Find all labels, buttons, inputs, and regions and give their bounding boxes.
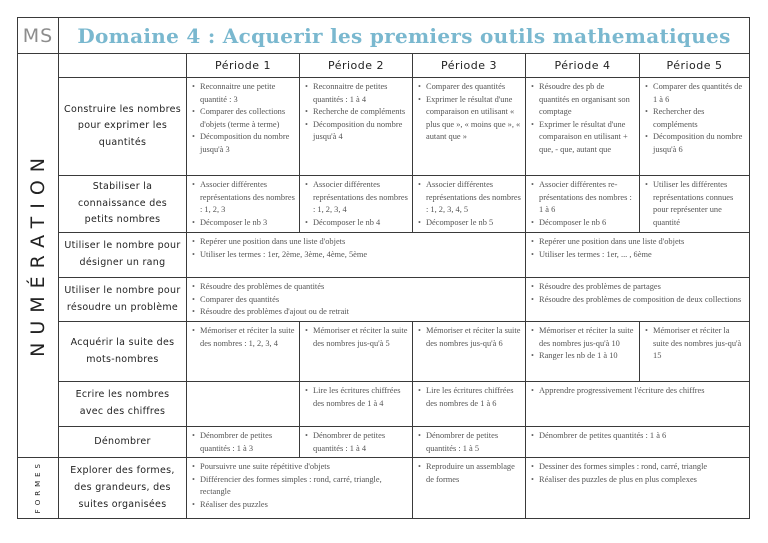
- bullet-list: [413, 458, 525, 488]
- bullet-list: [640, 322, 749, 365]
- bullet-list: [526, 458, 749, 488]
- bullet-item: • Associer différentes représentations des nombres : 1, 2, 3: [192, 179, 295, 217]
- bullet-item: • Reconnaitre une petite quantité : 3: [192, 81, 295, 106]
- cell: [413, 176, 526, 233]
- cell: [413, 458, 526, 519]
- cell: [526, 233, 750, 278]
- cell: [526, 78, 640, 176]
- bullet-list: [526, 278, 749, 308]
- bullet-list: [187, 458, 412, 513]
- section-numeration: [18, 54, 59, 458]
- bullet-item: • Mémoriser et réciter la suite des nombres jus-qu'à 10: [531, 325, 635, 350]
- planning-sheet: [17, 17, 750, 519]
- cell: [413, 427, 526, 458]
- cell: [187, 233, 526, 278]
- bullet-item: • Exprimer le résultat d'une comparaison en utilisant + que, - que, autant que: [531, 119, 635, 157]
- bullet-item: • Associer différentes représentations des nombres : 1, 2, 3, 4, 5: [418, 179, 521, 217]
- cell: [300, 176, 413, 233]
- bullet-list: [413, 382, 525, 412]
- bullet-list: [187, 382, 299, 387]
- cell: [187, 458, 413, 519]
- cell: [187, 176, 300, 233]
- cell: [187, 278, 526, 322]
- section-formes: [18, 458, 59, 519]
- bullet-item: • Dénombrer de petites quantités : 1 à 4: [305, 430, 408, 455]
- bullet-item: • Décomposer le nb 6: [531, 217, 635, 230]
- bullet-item: • Exprimer le résultat d'une comparaison en utilisant « plus que », « moins que », « autant que »: [418, 94, 521, 144]
- logo: MS: [18, 18, 59, 54]
- bullet-list: [526, 427, 749, 445]
- header-empty-cell: [59, 54, 187, 78]
- bullet-item: • Résoudre des problèmes de composition de deux collections: [531, 294, 745, 307]
- bullet-item: • Résoudre des problèmes de partages: [531, 281, 745, 294]
- bullet-item: • Reconnaitre de petites quantités : 1 à 4: [305, 81, 408, 106]
- bullet-item: • Comparer des quantités: [418, 81, 521, 94]
- bullet-list: [526, 176, 639, 231]
- bullet-item: • Utiliser les termes : 1er, 2ème, 3ème, 4ème, 5ème: [192, 249, 521, 262]
- cell: [413, 78, 526, 176]
- bullet-list: [640, 78, 749, 159]
- bullet-item: • Reproduire un assemblage de formes: [418, 461, 521, 486]
- cell: [413, 382, 526, 427]
- cell: [526, 176, 640, 233]
- bullet-item: • Dénombrer de petites quantités : 1 à 5: [418, 430, 521, 455]
- section-formes-label: FORMES: [34, 459, 42, 513]
- bullet-list: [526, 382, 749, 400]
- cell: [526, 427, 750, 458]
- cell: [640, 322, 750, 382]
- bullet-item: • Apprendre progressivement l'écriture des chiffres: [531, 385, 745, 398]
- cell: [300, 322, 413, 382]
- bullet-list: [300, 382, 412, 412]
- row-label: Utiliser le nombre pour désigner un rang: [59, 233, 187, 278]
- bullet-list: [413, 322, 525, 352]
- bullet-item: • Différencier des formes simples : rond, carré, triangle, rectangle: [192, 474, 408, 499]
- cell: [187, 427, 300, 458]
- bullet-item: • Lire les écritures chiffrées des nombres de 1 à 6: [418, 385, 521, 410]
- bullet-item: • Décomposer le nb 5: [418, 217, 521, 230]
- bullet-item: • Comparer des quantités: [192, 294, 521, 307]
- period-4-header: Période 4: [526, 54, 640, 78]
- bullet-list: [187, 233, 525, 263]
- bullet-item: • Comparer des collections d'objets (terme à terme): [192, 106, 295, 131]
- bullet-item: • Dénombrer de petites quantités : 1 à 3: [192, 430, 295, 455]
- bullet-item: • Repérer une position dans une liste d'objets: [531, 236, 745, 249]
- period-1-header: Période 1: [187, 54, 300, 78]
- bullet-item: • Mémoriser et réciter la suite des nombres jus-qu'à 15: [645, 325, 745, 363]
- bullet-list: [413, 78, 525, 146]
- cell: [413, 322, 526, 382]
- bullet-item: • Résoudre des pb de quantités en organisant son comptage: [531, 81, 635, 119]
- bullet-item: • Décomposition du nombre jusqu'à 3: [192, 131, 295, 156]
- section-numeration-label: NUMÉRATION: [27, 150, 49, 358]
- bullet-list: [413, 176, 525, 231]
- bullet-list: [526, 233, 749, 263]
- planning-table: [17, 17, 750, 519]
- bullet-item: • Dénombrer de petites quantités : 1 à 6: [531, 430, 745, 443]
- cell: [640, 176, 750, 233]
- bullet-list: [526, 322, 639, 365]
- bullet-list: [187, 427, 299, 457]
- bullet-item: • Réaliser des puzzles de plus en plus complexes: [531, 474, 745, 487]
- row-label: Utiliser le nombre pour résoudre un problème: [59, 278, 187, 322]
- bullet-item: • Mémoriser et réciter la suite des nombres jus-qu'à 6: [418, 325, 521, 350]
- bullet-list: [526, 78, 639, 159]
- row-label: Dénombrer: [59, 427, 187, 458]
- cell: [640, 78, 750, 176]
- cell: [300, 427, 413, 458]
- cell: [526, 458, 750, 519]
- bullet-list: [300, 322, 412, 352]
- cell: [300, 382, 413, 427]
- row-label: Stabiliser la connaissance des petits nombres: [59, 176, 187, 233]
- bullet-list: [187, 322, 299, 352]
- bullet-item: • Comparer des quantités de 1 à 6: [645, 81, 745, 106]
- bullet-item: • Ranger les nb de 1 à 10: [531, 350, 635, 363]
- cell: [526, 278, 750, 322]
- bullet-list: [187, 278, 525, 321]
- cell: [187, 78, 300, 176]
- bullet-item: • Rechercher des compléments: [645, 106, 745, 131]
- bullet-list: [640, 176, 749, 231]
- bullet-item: • Dessiner des formes simples : rond, carré, triangle: [531, 461, 745, 474]
- row-label: Ecrire les nombres avec des chiffres: [59, 382, 187, 427]
- row-label: Explorer des formes, des grandeurs, des suites organisées: [59, 458, 187, 519]
- bullet-list: [300, 78, 412, 146]
- period-5-header: Période 5: [640, 54, 750, 78]
- bullet-item: • Mémoriser et réciter la suite des nombres jus-qu'à 5: [305, 325, 408, 350]
- period-2-header: Période 2: [300, 54, 413, 78]
- bullet-list: [300, 176, 412, 231]
- bullet-item: • Réaliser des puzzles: [192, 499, 408, 512]
- bullet-item: • Mémoriser et réciter la suite des nombres : 1, 2, 3, 4: [192, 325, 295, 350]
- cell: [526, 382, 750, 427]
- bullet-item: • Associer différentes représentations des nombres : 1, 2, 3, 4: [305, 179, 408, 217]
- bullet-list: [300, 427, 412, 457]
- bullet-item: • Lire les écritures chiffrées des nombres de 1 à 4: [305, 385, 408, 410]
- page-title: Domaine 4 : Acquerir les premiers outils mathematiques: [59, 18, 750, 54]
- bullet-item: • Résoudre des problèmes de quantités: [192, 281, 521, 294]
- cell: [526, 322, 640, 382]
- cell: [300, 78, 413, 176]
- bullet-item: • Recherche de compléments: [305, 106, 408, 119]
- bullet-item: • Décomposition du nombre jusqu'à 6: [645, 131, 745, 156]
- bullet-item: • Décomposer le nb 4: [305, 217, 408, 230]
- bullet-item: • Décomposition du nombre jusqu'à 4: [305, 119, 408, 144]
- bullet-item: • Résoudre des problèmes d'ajout ou de retrait: [192, 306, 521, 319]
- bullet-item: • Poursuivre une suite répétitive d'objets: [192, 461, 408, 474]
- bullet-item: • Utiliser les différentes représentations connues pour représenter une quantité: [645, 179, 745, 229]
- bullet-item: • Repérer une position dans une liste d'objets: [192, 236, 521, 249]
- row-label: Acquérir la suite des mots-nombres: [59, 322, 187, 382]
- row-label: Construire les nombres pour exprimer les quantités: [59, 78, 187, 176]
- bullet-item: • Associer différentes re-présentations des nombres : 1 à 6: [531, 179, 635, 217]
- bullet-list: [187, 78, 299, 159]
- cell: [187, 322, 300, 382]
- bullet-list: [187, 176, 299, 231]
- cell: [187, 382, 300, 427]
- bullet-item: • Décomposer le nb 3: [192, 217, 295, 230]
- bullet-item: • Utiliser les termes : 1er, ... , 6ème: [531, 249, 745, 262]
- period-3-header: Période 3: [413, 54, 526, 78]
- bullet-list: [413, 427, 525, 457]
